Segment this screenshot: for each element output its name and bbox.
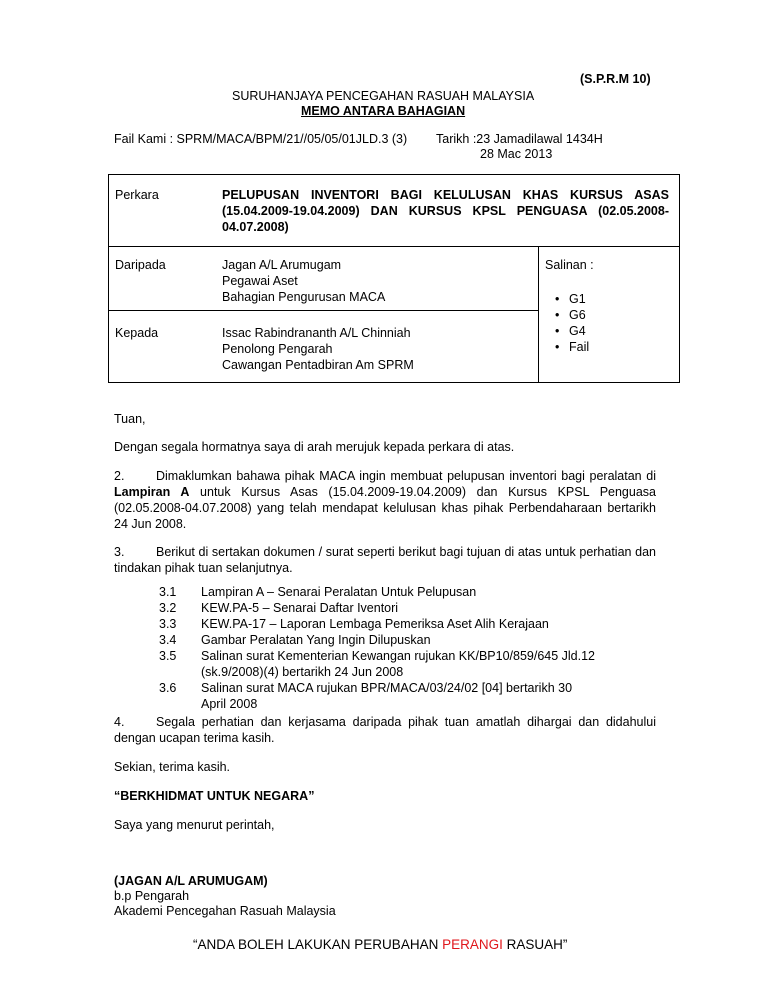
- list-text: Lampiran A – Senarai Peralatan Untuk Pelupusan: [201, 585, 477, 599]
- perkara-label: Perkara: [109, 175, 217, 247]
- kepada-label: Kepada: [109, 311, 217, 383]
- sign-off: Saya yang menurut perintah,: [114, 818, 275, 832]
- daripada-label: Daripada: [109, 247, 217, 311]
- kepada-line: Penolong Pengarah: [222, 342, 333, 356]
- list-item: [159, 648, 599, 680]
- paragraph-4: [114, 714, 656, 746]
- list-item: [159, 616, 639, 632]
- list-item: • G4: [559, 323, 673, 339]
- list-item: [159, 584, 639, 600]
- signer-name: (JAGAN A/L ARUMUGAM): [114, 874, 268, 888]
- kepada-line: Cawangan Pentadbiran Am SPRM: [222, 358, 414, 372]
- list-text: KEW.PA-5 – Senarai Daftar Iventori: [201, 601, 399, 615]
- signer-title: b.p Pengarah: [114, 889, 190, 903]
- slogan-highlight: PERANGI: [442, 937, 503, 952]
- list-text: KEW.PA-17 – Laporan Lembaga Pemeriksa Aset Alih Kerajaan: [201, 617, 549, 631]
- salutation: Tuan,: [114, 412, 146, 426]
- paragraph-number: 2.: [114, 469, 125, 483]
- lampiran-a-ref: Lampiran A: [114, 485, 190, 499]
- perkara-value: PELUPUSAN INVENTORI BAGI KELULUSAN KHAS KURSUS ASAS (15.04.2009-19.04.2009) DAN KURSUS KPSL PENGUASA (02.05.2008-04.07.2008): [216, 175, 680, 247]
- motto: “BERKHIDMAT UNTUK NEGARA”: [114, 789, 315, 803]
- intro-paragraph: Dengan segala hormatnya saya di arah merujuk kepada perkara di atas.: [114, 440, 515, 454]
- slogan-part: RASUAH”: [506, 937, 568, 952]
- list-number: 3.5: [159, 649, 177, 663]
- kepada-line: Issac Rabindrananth A/L Chinniah: [222, 326, 411, 340]
- list-item: • Fail: [559, 339, 673, 355]
- org-name: SURUHANJAYA PENCEGAHAN RASUAH MALAYSIA: [232, 89, 535, 103]
- salinan-list: [545, 291, 673, 355]
- list-number: 3.4: [159, 633, 177, 647]
- date-hijri: Tarikh :23 Jamadilawal 1434H: [436, 132, 603, 146]
- paragraph-text: Segala perhatian dan kerjasama daripada pihak tuan amatlah dihargai dan didahului dengan ucapan terima kasih.: [114, 715, 656, 745]
- paragraph-text: Berikut di sertakan dokumen / surat seperti berikut bagi tujuan di atas untuk perhatian dan tindakan pihak tuan selanjutnya.: [114, 545, 656, 575]
- list-item: [159, 632, 639, 648]
- daripada-line: Bahagian Pengurusan MACA: [222, 290, 386, 304]
- list-text: Salinan surat Kementerian Kewangan rujukan KK/BP10/859/645 Jld.12 (sk.9/2008)(4) bertarikh 24 Jun 2008: [201, 649, 596, 679]
- paragraph-number: 4.: [114, 715, 125, 729]
- list-item: [159, 680, 599, 712]
- list-text: Gambar Peralatan Yang Ingin Dilupuskan: [201, 633, 431, 647]
- closing: Sekian, terima kasih.: [114, 760, 231, 774]
- list-item: [159, 600, 639, 616]
- date-gregorian: 28 Mac 2013: [480, 147, 553, 161]
- kepada-block: [216, 311, 539, 383]
- list-number: 3.3: [159, 617, 177, 631]
- list-number: 3.2: [159, 601, 177, 615]
- signer-org: Akademi Pencegahan Rasuah Malaysia: [114, 904, 336, 918]
- daripada-line: Pegawai Aset: [222, 274, 298, 288]
- list-text: Salinan surat MACA rujukan BPR/MACA/03/24/02 [04] bertarikh 30 April 2008: [201, 681, 573, 711]
- document-list: [159, 584, 639, 712]
- footer-slogan: [193, 937, 567, 952]
- file-reference: Fail Kami : SPRM/MACA/BPM/21//05/05/01JLD.3 (3): [114, 132, 408, 146]
- form-code: (S.P.R.M 10): [580, 72, 651, 86]
- paragraph-2: [114, 468, 656, 532]
- memo-table: [108, 174, 680, 383]
- memo-title: MEMO ANTARA BAHAGIAN: [301, 104, 466, 118]
- list-number: 3.6: [159, 681, 177, 695]
- daripada-block: [216, 247, 539, 311]
- list-item: • G1: [559, 291, 673, 307]
- list-item: • G6: [559, 307, 673, 323]
- salinan-block: [539, 247, 680, 383]
- daripada-line: Jagan A/L Arumugam: [222, 258, 342, 272]
- list-number: 3.1: [159, 585, 177, 599]
- salinan-label: Salinan :: [545, 258, 594, 272]
- paragraph-number: 3.: [114, 545, 125, 559]
- paragraph-text: untuk Kursus Asas (15.04.2009-19.04.2009) dan Kursus KPSL Penguasa (02.05.2008-04.07.2008) yang telah mendapat kelulusan khas pihak Perbendaharaan bertarikh 24 Jun 2008.: [114, 485, 656, 531]
- paragraph-text: Dimaklumkan bahawa pihak MACA ingin membuat pelupusan inventori bagi peralatan di: [156, 469, 656, 483]
- paragraph-3: [114, 544, 656, 576]
- slogan-part: “ANDA BOLEH LAKUKAN PERUBAHAN: [193, 937, 439, 952]
